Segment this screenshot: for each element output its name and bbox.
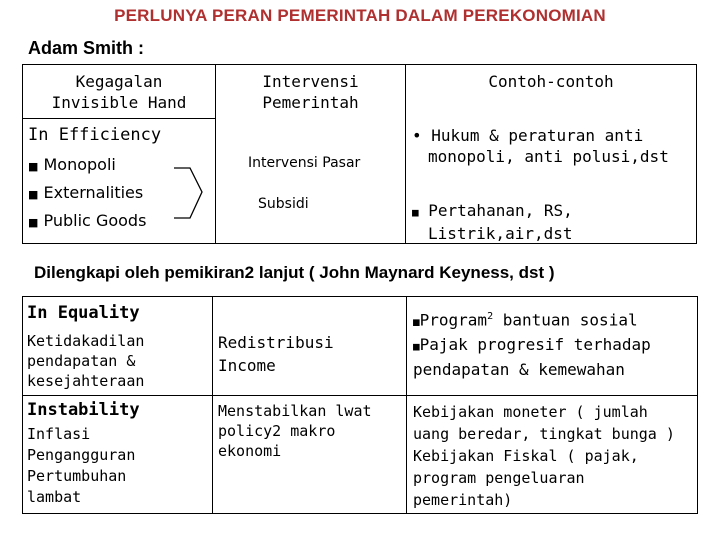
header-text: Pemerintah <box>262 93 359 112</box>
intervensi-pasar: Intervensi Pasar <box>248 155 361 171</box>
table1-col2-header <box>215 71 406 113</box>
list-item: ■ Monopoli <box>28 155 116 174</box>
banner-text: Dilengkapi oleh pemikiran2 lanjut ( John Maynard Keyness, dst ) <box>34 263 555 282</box>
inefficiency-list <box>28 152 146 236</box>
kebijakan-text: Kebijakan moneter ( jumlah uang beredar, tingkat bunga ) Kebijakan Fiskal ( pajak, program pengeluaran pemerintah) <box>413 403 675 509</box>
program-text: ■Program$^2$ bantuan sosial ■Pajak progresif terhadap pendapatan & kemewahan <box>413 310 651 380</box>
inequality-text: Ketidakadilan pendapatan & kesejahteraan <box>27 332 145 390</box>
header-text: Kegagalan <box>75 72 163 91</box>
subsidi: Subsidi <box>258 196 309 212</box>
instability-heading: Instability <box>27 400 140 420</box>
bullet-icon: ■ <box>413 340 420 354</box>
bullet-icon: ■ <box>28 160 39 173</box>
contoh-item-2: ■ Pertahanan, RS, Listrik,air,dst <box>412 201 573 243</box>
header-text: Intervensi <box>262 72 359 91</box>
bullet-icon: ■ <box>28 216 39 229</box>
bullet-icon: ■ <box>28 188 39 201</box>
bullet-icon: ■ <box>413 315 420 329</box>
brace-icon <box>170 164 210 222</box>
instability-text: Inflasi Pengangguran Pertumbuhan lambat <box>27 425 136 506</box>
inequality-heading: In Equality <box>27 303 140 323</box>
bullet-icon: • <box>412 126 422 145</box>
table1-col1-header <box>22 71 216 113</box>
section-subtitle: Adam Smith : <box>28 38 145 58</box>
list-item: ■ Public Goods <box>28 211 147 230</box>
table1-col3-header: Contoh-contoh <box>488 72 614 91</box>
redistribusi-text: Redistribusi Income <box>218 333 334 375</box>
contoh-item-1: • Hukum & peraturan anti monopoli, anti polusi,dst <box>412 126 669 166</box>
stabilisasi-text: Menstabilkan lwat policy2 makro ekonomi <box>218 402 372 460</box>
inefficiency-heading: In Efficiency <box>28 125 162 145</box>
header-text: Invisible Hand <box>51 93 187 112</box>
table2-divider-2 <box>406 296 407 514</box>
page-title: PERLUNYA PERAN PEMERINTAH DALAM PEREKONOMIAN <box>114 6 606 25</box>
table2-divider-1 <box>212 296 213 514</box>
table2-row-divider <box>22 395 698 396</box>
list-item: ■ Externalities <box>28 183 144 202</box>
bullet-icon: ■ <box>412 206 419 219</box>
